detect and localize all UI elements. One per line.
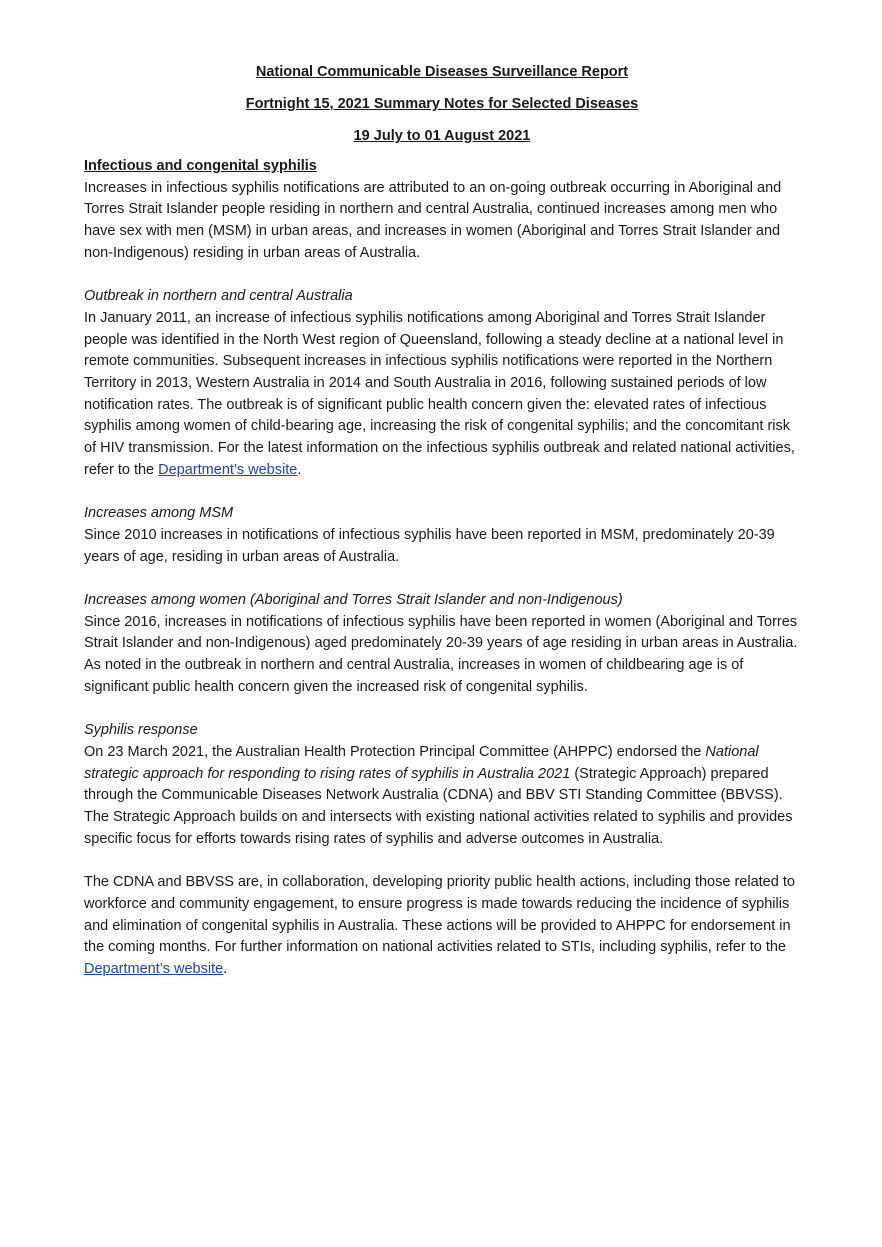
department-website-link-2[interactable]: Department’s website xyxy=(84,960,224,977)
response-body-2: The CDNA and BBVSS are, in collaboration, developing priority public health actions, including those related to workforce and community engagement, to ensure progress is made towards reducing the incidence of syphilis and elimination of congenital syphilis in Australia. These actions will be provided to AHPPC for endorsement in the coming months. For further information on national activities related to STIs, including syphilis, refer to the xyxy=(84,874,795,956)
outbreak-heading: Outbreak in northern and central Australia xyxy=(84,288,353,305)
report-title: National Communicable Diseases Surveillance Report xyxy=(255,64,629,80)
women-paragraph: Since 2016, increases in notifications of infectious syphilis have been reported in women (Aboriginal and Torres Strait Islander and non-Indigenous) aged predominately 20-39 years of age residing in urban areas in Australia. As noted in the outbreak in northern and central Australia, increases in women of childbearing age is of significant public health concern given the increased risk of congenital syphilis. xyxy=(84,613,798,695)
response-body-after: (Strategic Approach) prepared through the Communicable Diseases Network Australia (CDNA) and BBV STI Standing Committee (BBVSS). The Strategic Approach builds on and intersects with existing national activities related to syphilis and provides specific focus for efforts towards rising rates of syphilis and adverse outcomes in Australia. xyxy=(84,765,793,847)
strategic-approach-title: National strategic approach for responding to rising rates of syphilis in Australia 2021 xyxy=(84,743,759,782)
response-period: . xyxy=(223,960,228,977)
msm-paragraph: Since 2010 increases in notifications of infectious syphilis have been reported in MSM, predominately 20-39 years of age, residing in urban areas of Australia. xyxy=(84,526,775,565)
report-subtitle: Fortnight 15, 2021 Summary Notes for Selected Diseases xyxy=(245,96,639,112)
spacer xyxy=(84,850,800,872)
response-body-before: On 23 March 2021, the Australian Health Protection Principal Committee (AHPPC) endorsed the xyxy=(84,743,702,760)
spacer xyxy=(84,699,800,721)
report-page xyxy=(84,62,800,981)
report-date-range: 19 July to 01 August 2021 xyxy=(353,128,531,144)
spacer xyxy=(84,568,800,590)
response-paragraph xyxy=(84,742,800,851)
women-heading: Increases among women (Aboriginal and Torres Strait Islander and non-Indigenous) xyxy=(84,592,623,609)
spacer xyxy=(84,265,800,287)
outbreak-paragraph xyxy=(84,308,800,482)
department-website-link[interactable]: Department’s website xyxy=(158,461,298,478)
section-intro: Increases in infectious syphilis notifications are attributed to an on-going outbreak occurring in Aboriginal and Torres Strait Islander people residing in northern and central Australia, continued increases among men who have sex with men (MSM) in urban areas, and increases in women (Aboriginal and Torres Strait Islander and non-Indigenous) residing in urban areas of Australia. xyxy=(84,179,782,261)
response-paragraph-2 xyxy=(84,872,800,981)
spacer xyxy=(84,482,800,504)
outbreak-body: In January 2011, an increase of infectious syphilis notifications among Aboriginal and Torres Strait Islander people was identified in the North West region of Queensland, following a steady decline at a national level in remote communities. Subsequent increases in infectious syphilis notifications were reported in the Northern Territory in 2013, Western Australia in 2014 and South Australia in 2016, following sustained periods of low notification rates. The outbreak is of significant public health concern given the: elevated rates of infectious syphilis among women of child-bearing age, increasing the risk of congenital syphilis; and the concomitant risk of HIV transmission. For the latest information on the infectious syphilis outbreak and related national activities, refer to the xyxy=(84,309,795,478)
response-heading: Syphilis response xyxy=(84,722,198,739)
outbreak-period: . xyxy=(297,461,302,478)
msm-heading: Increases among MSM xyxy=(84,505,234,522)
section-heading: Infectious and congenital syphilis xyxy=(84,158,317,174)
